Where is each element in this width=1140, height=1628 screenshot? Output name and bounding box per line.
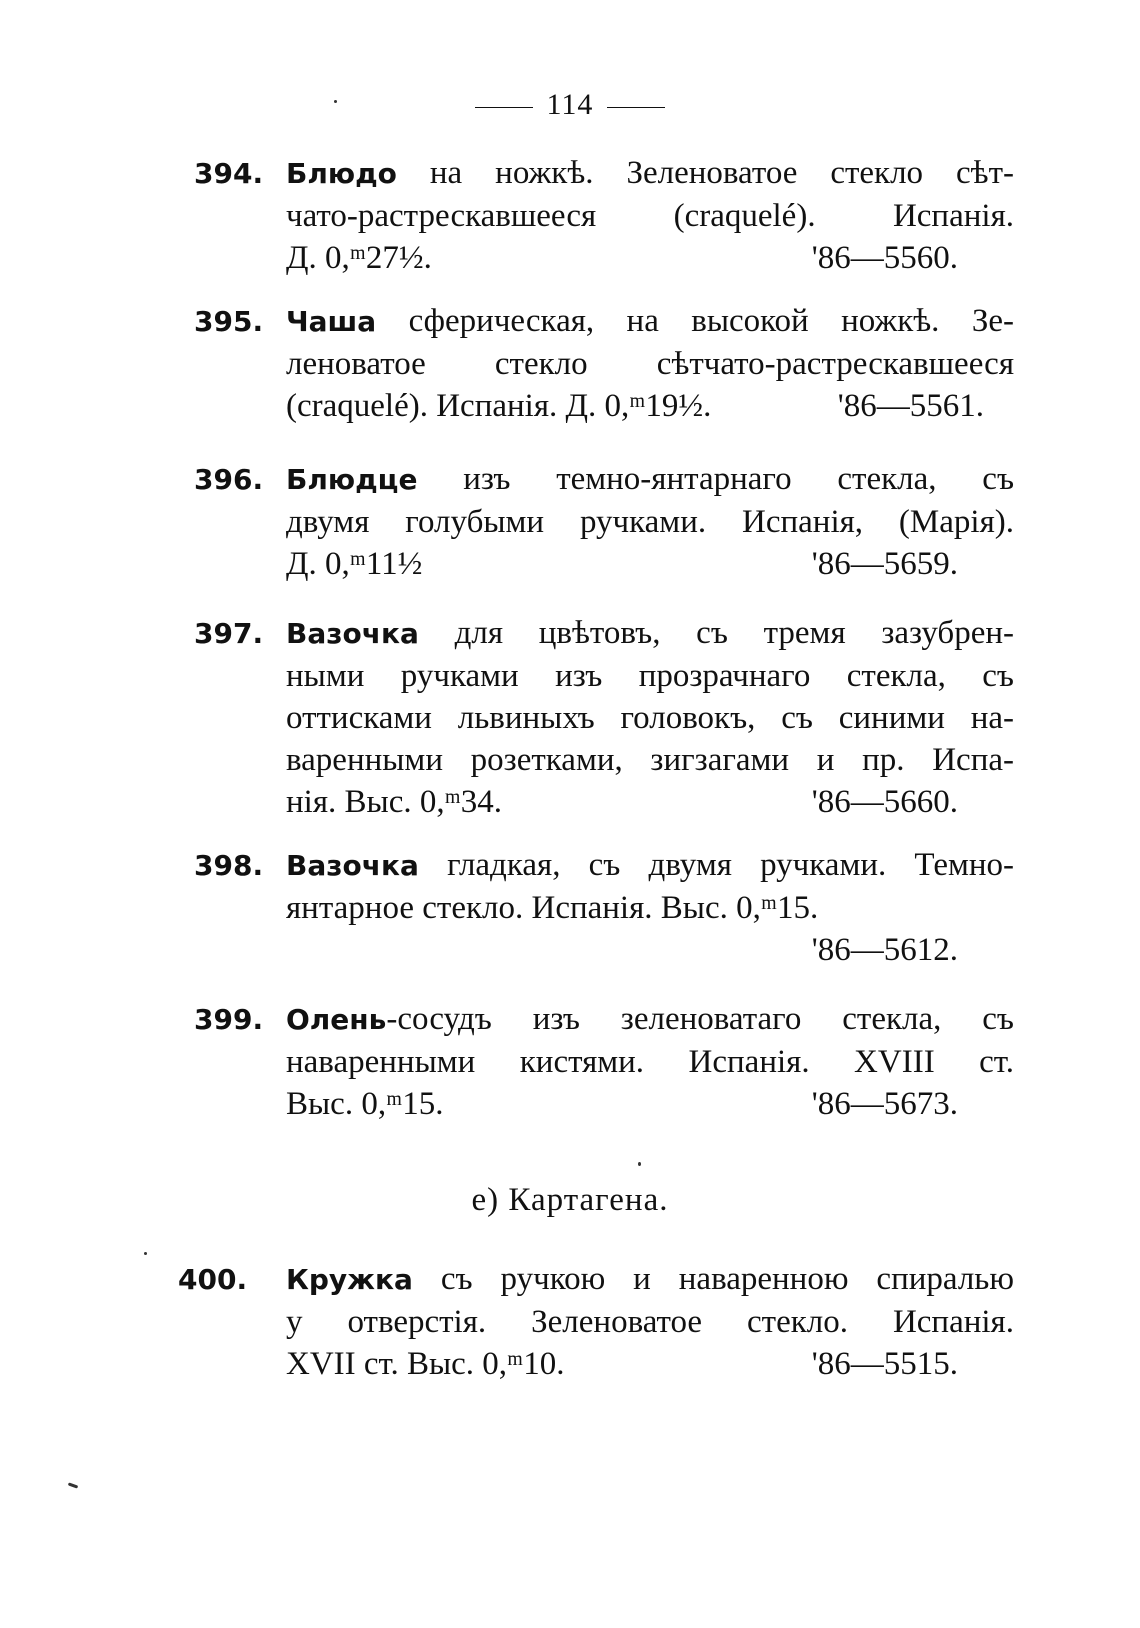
entry-line [194, 1343, 1014, 1385]
scan-speck [334, 100, 337, 103]
entry-text: янтарное стекло. Испанія. Выс. 0,ᵐ15. [286, 890, 819, 926]
entry-text: гладкая, съ двумя ручками. Темно- [447, 847, 1015, 883]
entry-line [194, 1083, 1014, 1125]
entry-line [194, 300, 1014, 343]
entry-number: 398. [194, 849, 264, 882]
entry-inventory-ref: '86—5659. [811, 546, 958, 582]
entry-line [194, 612, 1014, 655]
entry-line [194, 887, 1014, 929]
entry-inventory-ref: '86—5660. [811, 784, 958, 820]
entry-number: 394. [194, 157, 264, 190]
entry-dimensions: Д. 0,ᵐ11½ [286, 546, 423, 582]
entry-line [194, 697, 1014, 739]
page-header [0, 88, 1140, 122]
entry-text: на ножкѣ. Зеленоватое стекло сѣт- [429, 155, 1014, 191]
entry-line [194, 655, 1014, 697]
section-heading [0, 1182, 1140, 1219]
header-rule-left [475, 107, 533, 108]
entry-title: Вазочка [286, 849, 419, 882]
entry-title: Олень [286, 1003, 387, 1036]
entry-dimensions: (craquelé). Испанія. Д. 0,ᵐ19½. [286, 388, 712, 424]
catalog-entry-400 [178, 1258, 1015, 1385]
entry-text: для цвѣтовъ, съ тремя зазубрен- [454, 615, 1015, 651]
scan-speck [638, 1162, 641, 1166]
entry-dimensions: нія. Выс. 0,ᵐ34. [286, 784, 502, 820]
entry-inventory-ref: '86—5561. [837, 388, 984, 424]
entry-line [194, 195, 1014, 237]
entry-line [194, 501, 1014, 543]
entry-text: у отверстія. Зеленоватое стекло. Испанія. [286, 1304, 1014, 1340]
entry-number: 399. [194, 1003, 264, 1036]
entry-dimensions: XVII ст. Выс. 0,ᵐ10. [286, 1346, 565, 1382]
catalog-entry-397 [194, 612, 1014, 823]
entry-line [194, 237, 1014, 279]
entry-title: Кружка [286, 1263, 413, 1296]
section-heading-text: е) Картагена. [471, 1182, 669, 1218]
catalog-entry-396 [194, 458, 1014, 585]
entry-line [194, 1041, 1014, 1083]
entry-text: -сосудъ изъ зеленоватаго стекла, съ [386, 1001, 1014, 1037]
entry-text: леноватое стекло сѣтчато-растрескавшееся [286, 346, 1014, 382]
entry-text: варенными розетками, зигзагами и пр. Испа- [286, 742, 1014, 778]
catalog-entry-399 [194, 998, 1014, 1125]
scan-speck [68, 1482, 78, 1488]
entry-inventory-ref: '86—5560. [811, 240, 958, 276]
entry-line [194, 781, 1014, 823]
catalog-entry-395 [194, 300, 1014, 427]
entry-number: 396. [194, 463, 264, 496]
header-rule-right [607, 107, 665, 108]
entry-title: Вазочка [286, 617, 419, 650]
scan-speck [144, 1252, 147, 1255]
entry-number: 395. [194, 305, 264, 338]
entry-line [194, 998, 1014, 1041]
entry-inventory-ref: '86—5612. [811, 932, 958, 968]
entry-line [194, 543, 1014, 585]
entry-text: съ ручкою и наваренною спиралью [440, 1261, 1015, 1297]
entry-dimensions: Д. 0,ᵐ27½. [286, 240, 432, 276]
entry-line [194, 385, 1014, 427]
page-number: 114 [546, 88, 594, 121]
entry-text: наваренными кистями. Испанія. XVIII ст. [286, 1044, 1014, 1080]
entry-text: ными ручками изъ прозрачнаго стекла, съ [286, 658, 1014, 694]
entry-line [194, 844, 1014, 887]
entry-title: Блюдце [286, 463, 418, 496]
entry-line [194, 1301, 1014, 1343]
entry-text: сферическая, на высокой ножкѣ. Зе- [408, 303, 1015, 339]
entry-inventory-ref: '86—5515. [811, 1346, 958, 1382]
entry-title: Чаша [286, 305, 377, 338]
entry-line [194, 152, 1014, 195]
catalog-entry-394 [194, 152, 1014, 279]
entry-line [194, 458, 1014, 501]
entry-title: Блюдо [286, 157, 397, 190]
entry-text: двумя голубыми ручками. Испанія, (Марія). [286, 504, 1014, 540]
entry-line [194, 739, 1014, 781]
catalog-entry-398 [194, 844, 1014, 971]
entry-inventory-ref: '86—5673. [811, 1086, 958, 1122]
entry-text: изъ темно-янтарнаго стекла, съ [463, 461, 1015, 497]
entry-line [194, 929, 1014, 971]
entry-text: оттисками львиныхъ головокъ, съ синими на- [286, 700, 1014, 736]
entry-text: чато-растрескавшееся (craquelé). Испанія. [286, 198, 1014, 234]
entry-line [194, 343, 1014, 385]
entry-number: 400. [178, 1263, 248, 1296]
entry-number: 397. [194, 617, 264, 650]
entry-dimensions: Выс. 0,ᵐ15. [286, 1086, 444, 1122]
entry-line [178, 1258, 1015, 1301]
